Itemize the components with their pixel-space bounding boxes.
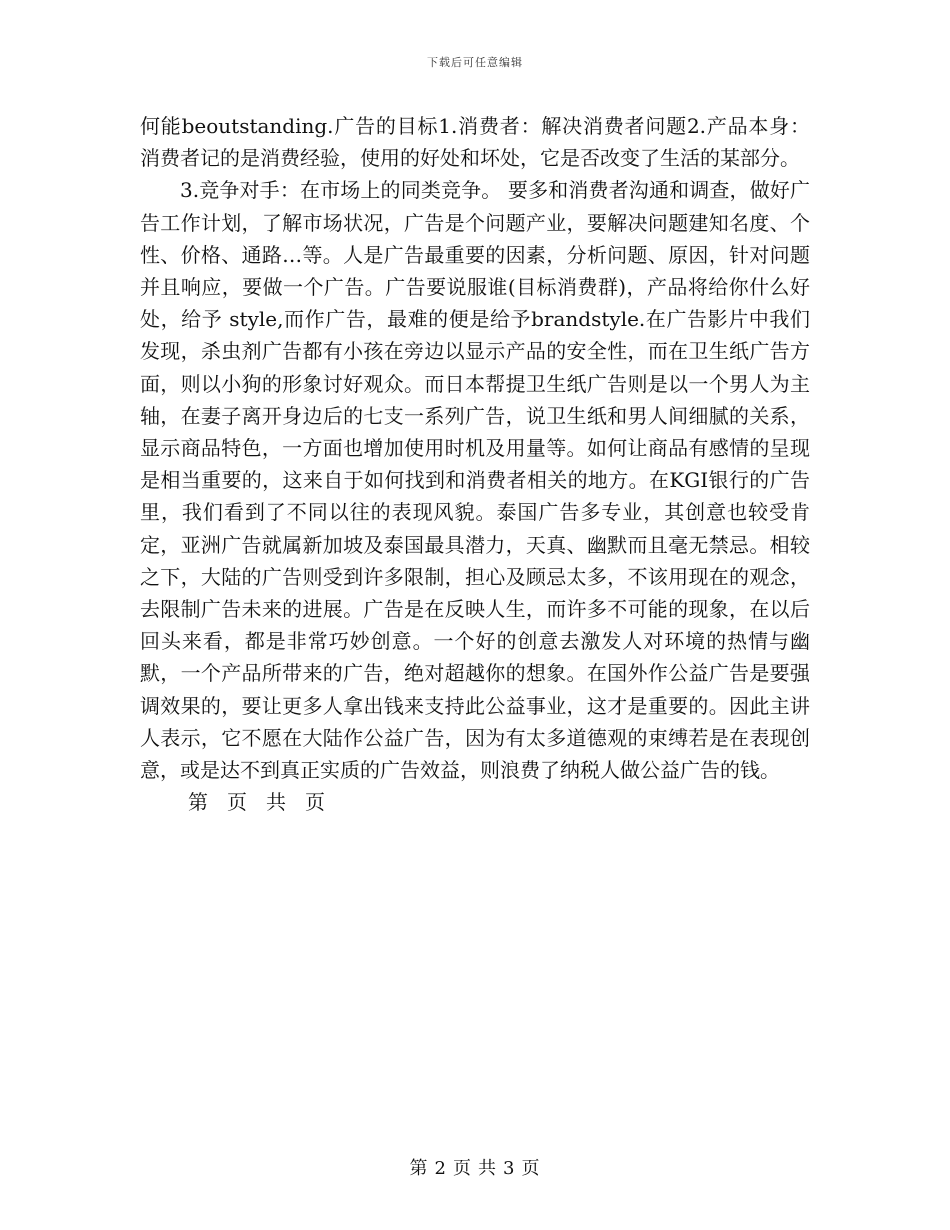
page-marker-word-1: 第 (188, 790, 208, 815)
page-marker-word-3: 共 (266, 790, 286, 815)
page-marker-word-2: 页 (227, 790, 247, 815)
footer-suffix: 页 (521, 1158, 541, 1179)
footer-prefix: 第 (409, 1158, 429, 1179)
page-footer (0, 1154, 950, 1180)
footer-total-pages: 3 (503, 1158, 516, 1179)
paragraph-1: 何能beoutstanding.广告的目标1.消费者：解决消费者问题2.产品本身：消费者记的是消费经验，使用的好处和坏处，它是否改变了生活的某部分。 (140, 114, 810, 171)
footer-current-page: 2 (434, 1158, 447, 1179)
paragraph-2: 3.竞争对手：在市场上的同类竞争。 要多和消费者沟通和调查，做好广告工作计划，了解市场状况，广告是个问题产业，要解决问题建知名度、个性、价格、通路…等。人是广告最重要的因素，分析问题、原因，针对问题并且响应，要做一个广告。广告要说服谁(目标消费群)，产品将给你什么好处，给予 style,而作广告，最难的便是给予brandstyle.在广告影片中我们发现，杀虫剂广告都有小孩在旁边以显示产品的安全性，而在卫生纸广告方面，则以小狗的形象讨好观众。而日本帮提卫生纸广告则是以一个男人为主轴，在妻子离开身边后的七支一系列广告，说卫生纸和男人间细腻的关系，显示商品特色，一方面也增加使用时机及用量等。如何让商品有感情的呈现是相当重要的，这来自于如何找到和消费者相关的地方。在KGI银行的广告里，我们看到了不同以往的表现风貌。泰国广告多专业，其创意也较受肯定，亚洲广告就属新加坡及泰国最具潜力，天真、幽默而且毫无禁忌。相较之下，大陆的广告则受到许多限制，担心及顾忌太多，不该用现在的观念，去限制广告未来的进展。广告是在反映人生，而许多不可能的现象，在以后回头来看，都是非常巧妙创意。一个好的创意去激发人对环境的热情与幽默，一个产品所带来的广告，绝对超越你的想象。在国外作公益广告是要强调效果的，要让更多人拿出钱来支持此公益事业，这才是重要的。因此主讲人表示，它不愿在大陆作公益广告，因为有太多道德观的束缚若是在表现创意，或是达不到真正实质的广告效益，则浪费了纳税人做公益广告的钱。 (140, 178, 810, 783)
footer-total-word: 共 (478, 1158, 497, 1179)
footer-page-word: 页 (453, 1158, 472, 1179)
page-marker-word-4: 页 (305, 790, 325, 815)
page-header: 下载后可任意编辑 (427, 56, 523, 69)
inline-page-marker (140, 786, 810, 818)
document-body (140, 110, 810, 818)
